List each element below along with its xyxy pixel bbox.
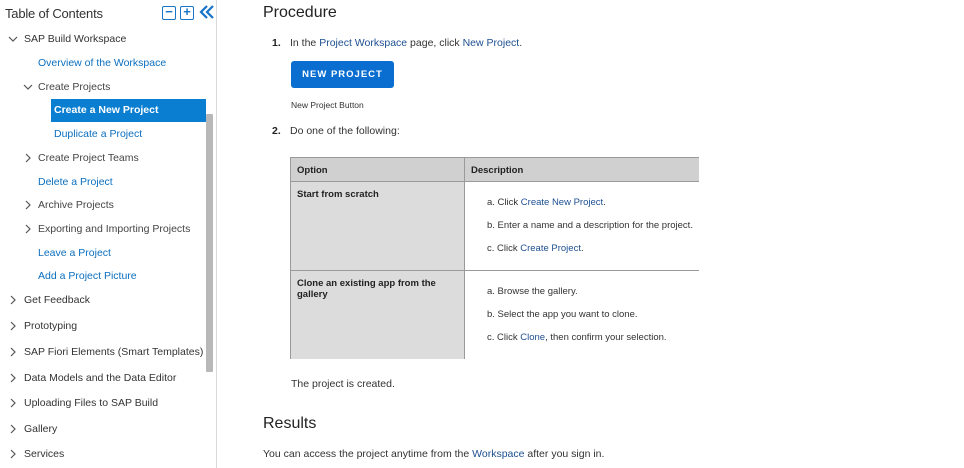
results-text [263,448,604,460]
step1-mid: page, click [407,37,463,49]
chevron-right-icon[interactable] [23,224,33,234]
results-pre: You can access the project anytime from the [263,448,473,460]
substep-pre: c. Click [487,243,521,254]
project-workspace-link: Project Workspace [319,37,408,49]
toc-item-fiori-elements[interactable] [8,343,204,361]
substep-post: , then confirm your selection. [545,332,667,343]
substep-pre: b. Select the app you want to clone. [487,309,638,320]
substep-pre: a. Browse the gallery. [487,286,578,297]
toc-item-sap-build-workspace[interactable] [8,30,208,48]
toc-item-label: Gallery [24,423,58,435]
toc-item-gallery[interactable] [8,420,208,438]
procedure-heading: Procedure [263,4,337,21]
toc-item-label: Data Models and the Data Editor [24,372,177,384]
toc-item-create-projects[interactable] [23,78,203,96]
substep-kw: Clone [520,332,546,343]
chevron-right-icon[interactable] [8,373,18,383]
substep [487,309,638,320]
step1-pre: In the [290,37,320,49]
chevron-right-icon[interactable] [8,424,18,434]
toc-header [0,0,217,28]
toc-item-duplicate-project[interactable] [54,125,204,143]
toc-item-leave-project[interactable] [38,244,198,262]
results-heading: Results [263,415,317,432]
toc-item-delete-project[interactable] [38,173,198,191]
chevron-right-icon[interactable] [8,295,18,305]
new-project-ref: New Project [462,37,520,49]
toc-item-label: Archive Projects [38,199,114,211]
substep [487,197,606,208]
button-caption: New Project Button [291,100,364,110]
toc-item-label: Services [24,448,65,460]
chevron-right-icon[interactable] [23,200,33,210]
toc-item-data-models[interactable] [8,369,204,387]
toc-item-label: Create Projects [38,81,111,93]
results-post: after you sign in. [524,448,605,460]
toc-item-overview[interactable] [38,54,198,72]
substep-post: . [580,243,584,254]
options-table [290,157,699,359]
step1-text [290,37,522,49]
sidebar-scrollbar[interactable] [206,114,213,372]
new-project-button[interactable]: NEW PROJECT [291,61,394,88]
toc-item-uploading-files[interactable] [8,394,208,412]
step2-text: Do one of the following: [290,125,400,137]
toc-item-label: Prototyping [24,320,78,332]
toc-sidebar [0,0,217,468]
toc-item-add-project-picture[interactable] [38,267,198,285]
chevron-right-icon[interactable] [8,321,18,331]
toc-item-label: Duplicate a Project [54,128,143,140]
substep [487,332,667,343]
chevron-right-icon[interactable] [8,398,18,408]
step-number: 2. [272,125,281,137]
substep [487,243,584,254]
toc-item-get-feedback[interactable] [8,291,204,309]
toc-item-label: Leave a Project [38,247,111,259]
toc-item-label: Delete a Project [38,176,113,188]
table-row-option: Clone an existing app from the gallery [291,271,465,359]
toc-item-label: Uploading Files to SAP Build [24,397,159,409]
substep-kw: Create Project [520,243,581,254]
toc-item-label: SAP Build Workspace [24,33,127,45]
step-number: 1. [272,37,281,49]
table-row-description [465,271,699,359]
chevron-down-icon[interactable] [8,34,18,44]
toc-item-services[interactable] [8,445,208,463]
chevron-right-icon[interactable] [8,347,18,357]
toc-item-label: Exporting and Importing Projects [38,223,191,235]
toc-title: Table of Contents [5,6,103,21]
workspace-link: Workspace [472,448,525,460]
toc-item-create-new-project[interactable] [51,99,206,122]
table-row-description [465,182,699,271]
substep [487,286,578,297]
toc-item-exporting-importing[interactable] [23,220,206,238]
substep-pre: c. Click [487,332,521,343]
table-header-description: Description [465,158,699,182]
collapse-all-icon[interactable]: − [162,6,176,20]
result-line: The project is created. [291,378,395,390]
expand-all-icon[interactable]: + [180,6,194,20]
toc-item-create-project-teams[interactable] [23,149,203,167]
chevron-right-icon[interactable] [23,153,33,163]
toc-item-label: Get Feedback [24,294,90,306]
toc-item-label: Add a Project Picture [38,270,137,282]
main-content [218,0,964,468]
toc-item-label: Create Project Teams [38,152,139,164]
substep-pre: a. Click [487,197,521,208]
substep-pre: b. Enter a name and a description for the project. [487,220,693,231]
chevron-down-icon[interactable] [23,82,33,92]
toc-item-label: SAP Fiori Elements (Smart Templates) [24,346,204,358]
step1-post: . [519,37,523,49]
substep-kw: Create New Project [520,197,604,208]
substep [487,220,693,231]
hide-toc-icon[interactable] [199,3,215,21]
toc-item-label: Create a New Project [54,104,159,116]
chevron-right-icon[interactable] [8,449,18,459]
toc-item-prototyping[interactable] [8,317,204,335]
toc-item-label: Overview of the Workspace [38,57,167,69]
table-row-option: Start from scratch [291,182,465,271]
toc-item-archive-projects[interactable] [23,196,203,214]
substep-post: . [603,197,606,208]
table-header-option: Option [291,158,465,182]
